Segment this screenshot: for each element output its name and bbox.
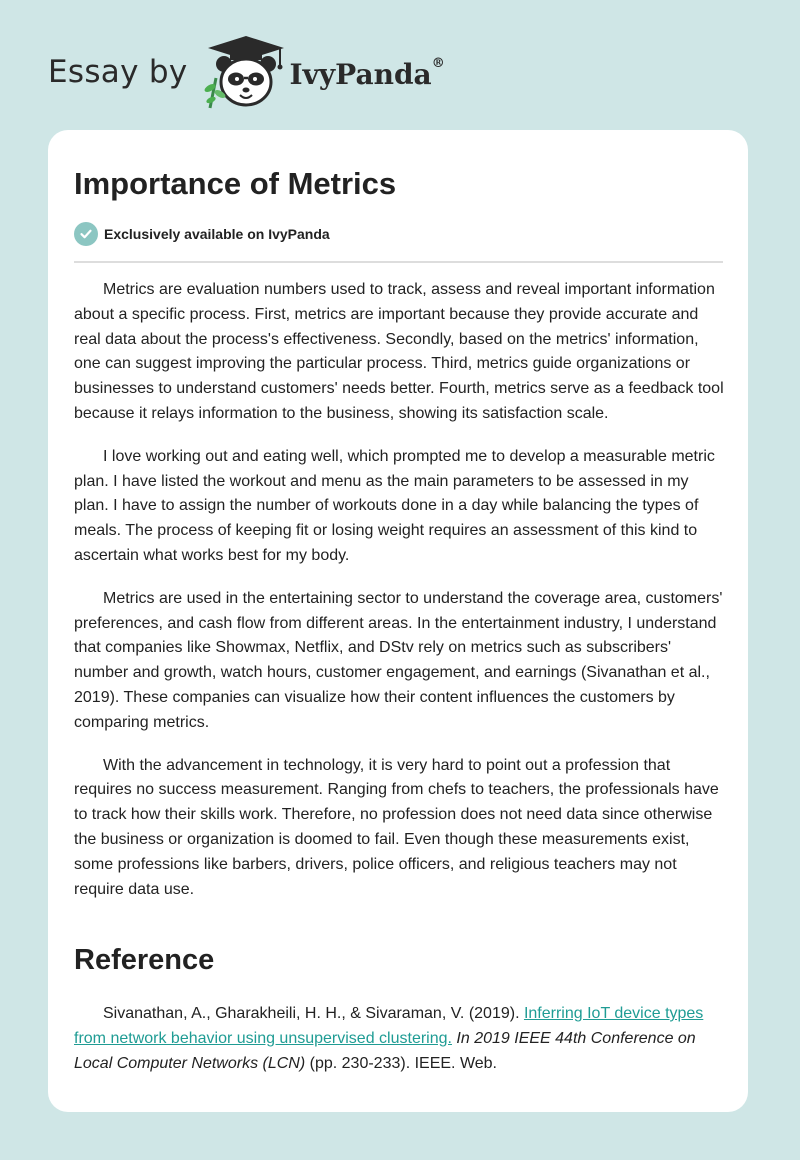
reference-entry xyxy=(74,1002,726,1076)
essay-card xyxy=(48,130,748,1112)
brand-name[interactable]: IvyPanda® xyxy=(289,56,445,91)
paragraph: With the advancement in technology, it is very hard to point out a profession that requires no success measurement. Ranging from chefs to teachers, the professionals have to track how their skills work. Therefore, no profession does not need data since otherwise the business or organization is doomed to fail. Even though these measurements exist, some professions like barbers, drivers, police officers, and religious teachers may not require data use. xyxy=(74,756,719,898)
essay-body xyxy=(74,278,726,920)
paragraph: Metrics are used in the entertaining sector to understand the coverage area, customers' preferences, and cash flow from different areas. In the entertainment industry, I understand that companies like Showmax, Netflix, and DStv rely on metrics such as subscribers' number and growth, watch hours, customer engagement, and earnings (Sivanathan et al., 2019). These companies can visualize how their content influences the customers by comparing metrics. xyxy=(74,589,723,731)
reference-authors: Sivanathan, A., Gharakheili, H. H., & Sivaraman, V. (2019). xyxy=(103,1005,524,1022)
check-icon xyxy=(74,222,98,246)
reference-heading: Reference xyxy=(74,944,215,976)
essay-by-label: Essay by xyxy=(48,54,188,90)
reference-pages: (pp. 230-233). IEEE. Web. xyxy=(305,1054,497,1072)
page-title: Importance of Metrics xyxy=(74,166,397,201)
exclusive-label: Exclusively available on IvyPanda xyxy=(104,226,330,242)
reference-link[interactable]: Inferring IoT device types from network behavior using unsupervised clustering. xyxy=(74,1005,704,1047)
reference-source: In 2019 IEEE 44th Conference on Local Computer Networks (LCN) xyxy=(74,1029,696,1072)
exclusive-badge xyxy=(74,222,330,246)
panda-logo-icon xyxy=(200,34,286,110)
divider xyxy=(74,261,723,263)
paragraph: Metrics are evaluation numbers used to track, assess and reveal important information about a specific process. First, metrics are important because they provide accurate and real data about the process's effectiveness. Secondly, based on the metrics' information, one can suggest improving the particular process. Third, metrics guide organizations or businesses to understand customers' needs better. Fourth, metrics serve as a feedback tool because it relays information to the business, showing its satisfaction scale. xyxy=(74,281,724,422)
site-header xyxy=(48,34,445,110)
paragraph: I love working out and eating well, which prompted me to develop a measurable metric plan. I have listed the workout and menu as the main parameters to be assessed in my plan. I have to assign the number of workouts done in a day while balancing the types of meals. The process of keeping fit or losing weight requires an assessment of this kind to ascertain what works best for my body. xyxy=(74,447,715,564)
